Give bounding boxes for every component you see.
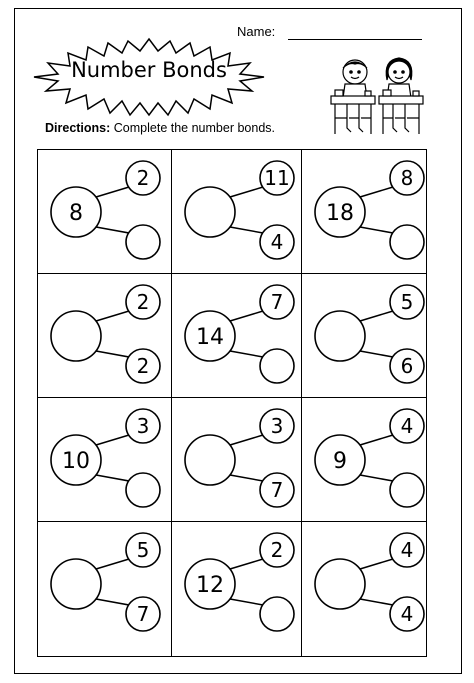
bond-whole-value: 9 [333, 448, 347, 474]
bond-cell [172, 150, 302, 274]
bond-connector-top [96, 435, 129, 445]
bond-whole-circle[interactable] [315, 559, 365, 609]
name-label: Name: [237, 24, 276, 39]
bond-part-bottom-value: 2 [136, 354, 150, 379]
page-title: Number Bonds [71, 58, 227, 82]
bond-connector-top [96, 311, 129, 321]
bond-whole-value: 10 [62, 448, 90, 474]
bond-connector-top [360, 187, 393, 197]
bond-connector-bottom [360, 475, 393, 481]
bond-part-bottom-value: 7 [136, 602, 150, 627]
bond-part-bottom-value: 4 [270, 230, 284, 255]
bond-whole-circle[interactable] [51, 311, 101, 361]
bond-part-top-value: 11 [264, 166, 290, 191]
bond-part-bottom-circle[interactable] [260, 349, 294, 383]
number-bond [302, 150, 426, 274]
bond-part-top-value: 4 [400, 414, 414, 439]
bond-part-bottom-circle[interactable] [126, 473, 160, 507]
bond-whole-value: 18 [326, 200, 354, 226]
bond-part-top-value: 7 [270, 290, 284, 315]
bond-part-top-value: 2 [270, 538, 284, 563]
number-bond [172, 398, 302, 522]
bond-connector-bottom [360, 599, 393, 605]
bond-whole-circle[interactable] [315, 311, 365, 361]
number-bond [172, 274, 302, 398]
bond-part-bottom-value: 6 [400, 354, 414, 379]
bond-connector-bottom [360, 227, 393, 233]
bond-whole-value: 14 [196, 324, 224, 350]
number-bond [38, 274, 172, 398]
bond-connector-bottom [360, 351, 393, 357]
bond-cell [38, 150, 172, 274]
bond-connector-bottom [96, 351, 129, 357]
number-bond [302, 398, 426, 522]
bond-part-top-value: 3 [270, 414, 284, 439]
bond-connector-top [360, 559, 393, 569]
number-bond [38, 150, 172, 274]
bond-connector-bottom [230, 351, 263, 357]
bond-part-top-value: 2 [136, 290, 150, 315]
bond-part-top-value: 5 [136, 538, 150, 563]
bond-cell [172, 522, 302, 656]
bond-part-top-value: 3 [136, 414, 150, 439]
bond-part-top-value: 8 [400, 166, 414, 191]
bond-part-top-value: 2 [136, 166, 150, 191]
bond-part-bottom-circle[interactable] [390, 225, 424, 259]
bond-cell [302, 150, 426, 274]
bond-cell [302, 274, 426, 398]
bond-part-bottom-circle[interactable] [390, 473, 424, 507]
bond-connector-top [360, 311, 393, 321]
bond-whole-value: 12 [196, 572, 224, 598]
bond-connector-bottom [230, 599, 263, 605]
number-bond [38, 522, 172, 656]
kids-at-desks-clipart [325, 52, 429, 138]
bond-connector-bottom [230, 227, 263, 233]
bond-connector-bottom [96, 599, 129, 605]
bond-connector-top [230, 311, 263, 321]
bond-whole-circle[interactable] [51, 559, 101, 609]
number-bond [172, 150, 302, 274]
bond-whole-circle[interactable] [185, 435, 235, 485]
directions-text: Complete the number bonds. [113, 121, 275, 135]
directions [45, 121, 275, 135]
directions-label: Directions: [45, 121, 111, 135]
bond-cell [38, 398, 172, 522]
bond-connector-bottom [96, 227, 129, 233]
bond-connector-top [230, 559, 263, 569]
bond-part-bottom-value: 7 [270, 478, 284, 503]
number-bond-grid [37, 149, 427, 657]
bond-part-bottom-circle[interactable] [126, 225, 160, 259]
bond-cell [302, 522, 426, 656]
number-bond [302, 522, 426, 656]
bond-connector-top [96, 559, 129, 569]
bond-connector-top [230, 187, 263, 197]
bond-part-bottom-circle[interactable] [260, 597, 294, 631]
bond-cell [302, 398, 426, 522]
bond-cell [38, 274, 172, 398]
bond-whole-value: 8 [69, 200, 83, 226]
bond-cell [38, 522, 172, 656]
number-bond [38, 398, 172, 522]
bond-whole-circle[interactable] [185, 187, 235, 237]
bond-part-bottom-value: 4 [400, 602, 414, 627]
bond-part-top-value: 4 [400, 538, 414, 563]
bond-connector-bottom [230, 475, 263, 481]
bond-connector-top [360, 435, 393, 445]
bond-connector-top [230, 435, 263, 445]
bond-connector-bottom [96, 475, 129, 481]
bond-part-top-value: 5 [400, 290, 414, 315]
number-bond [302, 274, 426, 398]
number-bond [172, 522, 302, 656]
bond-cell [172, 398, 302, 522]
bond-cell [172, 274, 302, 398]
bond-connector-top [96, 187, 129, 197]
name-field[interactable] [288, 39, 422, 40]
